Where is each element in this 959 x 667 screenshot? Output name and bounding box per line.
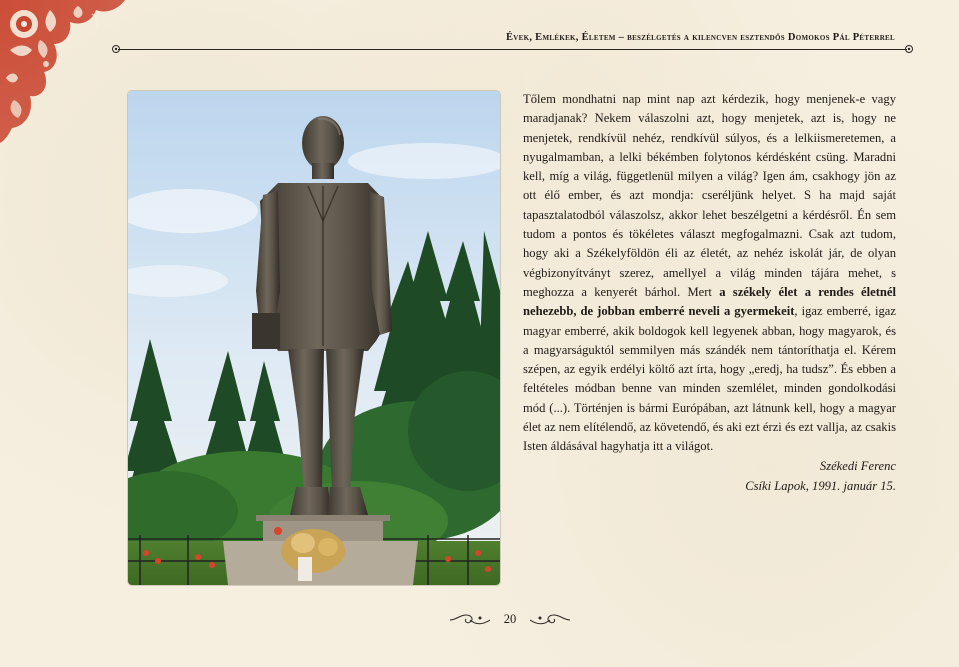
- corner-ornament-icon: [0, 0, 130, 145]
- body-text-part-2: , igaz emberré, igaz magyar emberré, akik boldogok kell legyenek abban, hogy magyarok, és a magyarságuktól semmilyen más szándék nem tántoríthatja el. Kérem szépen, az egyik erdélyi költő azt írta, hogy „eredj, ha tudsz”. És ebben a feltételes módban benne van minden szemlélet, minden gondolkodási mód (...). Történjen is bármi Európában, azt látnunk kell, hogy a magyar élet az nem elítélendő, az követendő, és aki ezt érzi és ezt vallja, az csakis Isten áldásával hagyhatja itt a világot.: [523, 304, 896, 454]
- body-text-part-1: Tőlem mondhatni nap mint nap azt kérdezik, hogy menjenek-e vagy maradjanak? Nekem válaszolni azt, hogy menjetek, azt is, hogy ne menjetek, rendkívül nehéz, rendkívül súlyos, és a lelkiismeretemen, a nyugalmamban, a lelki békémben folytonos kérdésként csüng. Maradni kell, míg a világ, függetlenül milyen a világ? Igen ám, csakhogy jön az ott élő ember, és azt mondja: cseréljünk helyet. S ha majd saját tapasztalatodból válaszolsz, akkor lehet beszélgetni a kérdésről. Én sem tudom a pontos és tökéletes választ megfogalmazni. Csak azt tudom, hogy aki a Székelyföldön éli az életét, az nehéz iskolát jár, de olyan végbizonyítványt szerez, amellyel a világ minden tájára mehet, s meghozza a kenyerét bárhol. Mert: [523, 92, 896, 299]
- body-paragraph: [523, 90, 896, 457]
- rule-ornament-right-icon: [903, 43, 915, 55]
- signature-block: [523, 456, 896, 496]
- body-bold-emphasis: a székely élet a rendes életnél nehezebb, de jobban emberré neveli a gyermekeit: [523, 284, 896, 319]
- footer-ornament-right-icon: [530, 613, 570, 627]
- page-footer: [440, 609, 580, 631]
- rule-ornament-left-icon: [110, 43, 122, 55]
- page-number: 20: [503, 612, 517, 626]
- signature-source: Csíki Lapok, 1991. január 15.: [745, 479, 896, 493]
- running-header: [110, 30, 915, 62]
- header-rule: [118, 49, 907, 50]
- signature-author: Székedi Ferenc: [819, 459, 896, 473]
- header-title: Évek, Emlékek, Életem – beszélgetés a kilencven esztendős Domokos Pál Péterrel: [505, 32, 895, 43]
- statue-photo: [128, 91, 500, 585]
- body-text: [523, 90, 896, 457]
